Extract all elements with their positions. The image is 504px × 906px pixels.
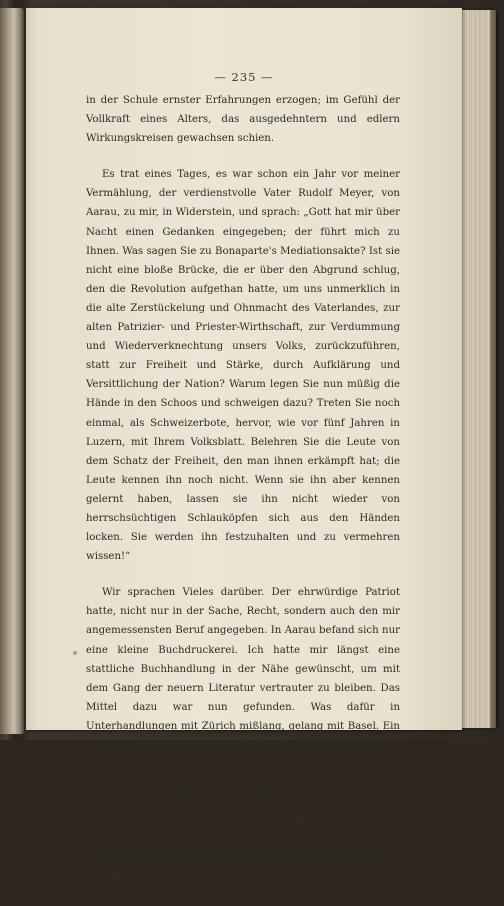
- paragraph-gap: [86, 566, 400, 583]
- page-text: [86, 91, 400, 906]
- page-number: — 235 —: [214, 70, 274, 84]
- paragraph-gap: [86, 148, 400, 165]
- paragraph-3: Wir sprachen Vieles darüber. Der ehrwürdige Patriot hatte, nicht nur in der Sache, Recht, sondern auch den mir angemessensten Beruf angegeben. In Aarau befand sich nur eine kleine Buchdruckerei. Ich hatte mir längst eine stattliche Buchhandlung in der Nähe gewünscht, um mit dem Gang der neuern Literatur vertrauter zu bleiben. Das Mittel dazu war nun gefunden. Was dafür in Unterhandlungen mit Zürich mißlang, gelang mit Basel. Ein junger, biederherziger Mann daselbst, Heinrich Remigius Sauerländer, Theilhaber einer dortigen Buchhandlung, erbot sich zur Erfüllung meines Wunsches; ließ sich in Aarau nieder, und mit Anfang des Jahres 1804 erschienen schon wöchentlich die Blätter meines „Schweizerboten.“: [86, 587, 400, 828]
- paragraph-1: in der Schule ernster Erfahrungen erzogen; im Gefühl der Vollkraft eines Alters, das ausgedehntern und edlern Wirkungskreisen gewachsen schien.: [86, 95, 400, 145]
- paragraph-2: Es trat eines Tages, es war schon ein Jahr vor meiner Vermählung, der verdienstvolle Vater Rudolf Meyer, von Aarau, zu mir, in Widerstein, und sprach: „Gott hat mir über Nacht einen Gedanken eingegeben; der führt mich zu Ihnen. Was sagen Sie zu Bonaparte's Mediationsakte? Ist sie nicht eine bloße Brücke, die er über den Abgrund schlug, den die Revolution aufgethan hatte, um uns unmerklich in die alte Zerstückelung und Ohnmacht des Vaterlandes, zur alten Patrizier- und Priester-Wirthschaft, zur Verdummung und Wiederverknechtung unsers Volks, zurückzuführen, statt zur Freiheit und Stärke, durch Aufklärung und Versittlichung der Nation? Warum legen Sie nun müßig die Hände in den Schoos und schweigen dazu? Treten Sie noch einmal, als Schweizerbote, hervor, wie vor fünf Jahren in Luzern, mit Ihrem Volksblatt. Belehren Sie die Leute von dem Schatz der Freiheit, den man ihnen erkämpft hat; die Leute kennen ihn noch nicht. Wenn sie ihn aber kennen gelernt haben, lassen sie ihn nicht wieder von herrschsüchtigen Schlauköpfen sich aus den Händen locken. Sie werden ihn festzuhalten und zu vermehren wissen!“: [86, 169, 400, 563]
- paragraph-gap: [86, 831, 400, 848]
- previous-page-edge: [0, 8, 24, 734]
- book-page-edges: [460, 10, 496, 728]
- paragraph-4: Einfach, bildlich, in des belehrungsarmen Volkes Denkart einläßlich; Thorheiten verspottend; Vorurtheile untergrabend; freisinnig,: [86, 852, 400, 902]
- paper-stain: [73, 651, 77, 655]
